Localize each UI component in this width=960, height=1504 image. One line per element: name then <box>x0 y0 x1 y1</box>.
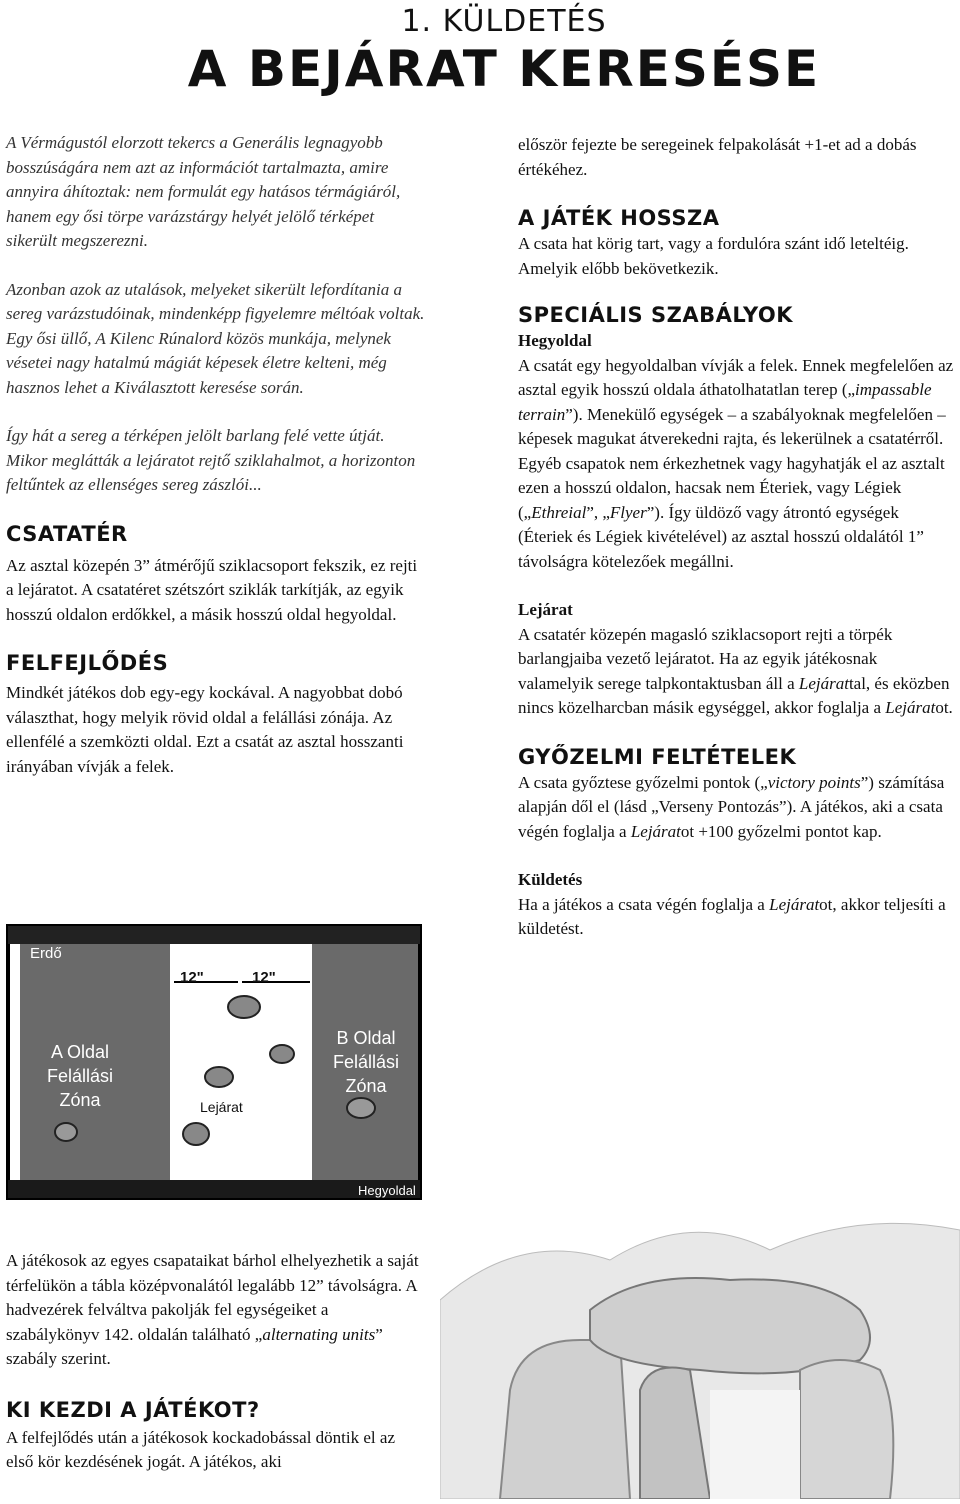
victory-text-1-italic: victory points <box>767 772 861 792</box>
intro-paragraph-3 <box>6 424 426 498</box>
hillside-text <box>518 354 956 575</box>
special-rules-heading: SPECIÁLIS SZABÁLYOK <box>518 303 794 327</box>
battlefield-map <box>6 922 426 1207</box>
zone-a-line-1: A Oldal <box>50 1042 110 1062</box>
who-starts-heading: KI KEZDI A JÁTÉKOT? <box>6 1397 260 1422</box>
placement-text-1: A játékosok az egyes csapataikat bárhol elhelyezhetik a saját térfelükön a tábla középvonalától legalább 12” távolságra. A hadvezérek felváltva pakolják fel egységeiket a szabálykönyv 142. oldalán található „ <box>6 1251 419 1344</box>
hillside-text-2: ”). Menekülő egységek – a szabályoknak megfelelően – képesek magukat átverekedni rajta, és lekerülnek a csatatérről. Egyéb csapatok nem érkezhetnek vagy hagyhatják el az asztalt ezen a hosszú oldalon, hacsak nem Éteriek, vagy Légiek („ <box>518 404 946 522</box>
mission-title: Küldetés <box>518 870 583 889</box>
victory-text-2-italic: Lejárat <box>630 821 681 841</box>
forest-label: Erdő <box>30 945 62 962</box>
entrance-label: Lejárat <box>200 1099 243 1115</box>
mission-text-1: Ha a játékos a csata végén foglalja a <box>518 894 770 914</box>
entrance-text-2: tal, és eközben nincs közelharcban másik egységgel, akkor foglalja a <box>518 673 950 717</box>
victory-conditions-text <box>518 771 956 845</box>
placement-text-2: ” szabály szerint. <box>6 1324 383 1368</box>
entrance-text-2-italic: Lejárat <box>885 698 936 717</box>
victory-text-1: A csata győztese győzelmi pontok („ <box>518 772 768 792</box>
placement-text-italic: alternating units <box>262 1324 376 1344</box>
entrance-text <box>518 623 956 721</box>
deployment-heading: FELFEJLŐDÉS <box>6 651 169 675</box>
game-length-text: A csata hat körig tart, vagy a fordulóra szánt idő leteltéig. Amelyik előbb bekövetkezik. <box>518 234 909 278</box>
zone-a-line-3: Zóna <box>59 1090 101 1110</box>
entrance-text-1: A csatatér közepén magasló sziklacsoport rejti a törpék barlangjaiba vezető lejáratot. Ha az egyik játékosnak valamelyik serege talpkontaktusban áll a <box>518 624 893 693</box>
left-bottom-column <box>6 1249 426 1475</box>
distance-label-right: 12" <box>252 969 276 986</box>
victory-text-3: ot +100 győzelmi pontot kap. <box>680 821 882 841</box>
intro-paragraph-2b: Egy ősi üllő, A Kilenc Rúnalord közös munkája, melynek vésetei nagy hatalmú mágiát képesek életre kelteni, még hasznos lehet a Kiválasztott keresése során. <box>6 328 391 397</box>
hillside-text-1-italic: impassable terrain <box>518 380 932 424</box>
who-starts-text: A felfejlődés után a játékosok kockadobással döntik el az első kör kezdésének jogát. A játékos, aki <box>6 1427 395 1471</box>
rock-drawing <box>440 1190 960 1499</box>
rock-illustration <box>440 1190 960 1499</box>
zone-a-line-2: Felállási <box>46 1066 114 1086</box>
mission-text <box>518 893 956 942</box>
zone-a-label <box>30 1040 130 1112</box>
battlefield-text: Az asztal közepén 3” átmérőjű sziklacsoport fekszik, ez rejti a lejáratot. A csatatéret szétszórt sziklák tarkítják, az egyik hosszú oldalon erdőkkel, a másik hosszú oldal hegyoldal. <box>6 555 418 624</box>
mission-number: 1. KÜLDETÉS <box>401 4 607 39</box>
distance-label-left: 12" <box>180 969 204 986</box>
entrance-title: Lejárat <box>518 600 573 619</box>
victory-conditions-heading: GYŐZELMI FELTÉTELEK <box>518 744 797 769</box>
intro-paragraph-1: A Vérmágustól elorzott tekercs a Generális legnagyobb bosszúságára nem azt az információt tartalmazta, amire annyira áhítoztak: nem formulát egy hatásos térmágiáról, hanem egy ősi törpe varázstárgy helyét jelölő térképet sikerült megszerezni. <box>6 133 401 250</box>
hillside-text-3: ”, „ <box>586 502 610 522</box>
placement-text <box>6 1249 426 1372</box>
intro-paragraph-3b: Mikor meglátták a lejáratot rejtő sziklahalmot, a horizonton feltűntek az ellenséges sereg zászlói... <box>6 450 416 494</box>
hillside-title: Hegyoldal <box>518 331 592 350</box>
hill-label: Hegyoldal <box>358 1183 416 1198</box>
hillside-text-1: A csatát egy hegyoldalban vívják a felek. Ennek megfelelően az asztal egyik hosszú oldala áthatolhatatlan terep („ <box>518 355 954 399</box>
entrance-text-1-italic: Lejárat <box>798 673 849 693</box>
victory-text-2: ”) számítása alapján dől el (lásd „Verseny Pontozás”). A játékos, aki a csata végén foglalja a <box>518 772 945 841</box>
zone-b-line-1: B Oldal <box>336 1028 396 1048</box>
page-title: A BEJÁRAT KERESÉSE <box>187 40 821 98</box>
right-column <box>518 133 956 942</box>
intro-paragraph-2a: Azonban azok az utalások, melyeket sikerült lefordítania a sereg varázstudóinak, mindenképp figyelemre méltóak voltak. <box>6 279 425 323</box>
who-starts-continuation: először fejezte be seregeinek felpakolását +1-et ad a dobás értékéhez. <box>518 135 917 179</box>
mission-text-1-italic: Lejárat <box>769 894 820 914</box>
left-column <box>6 131 426 779</box>
zone-b-line-3: Zóna <box>345 1076 387 1096</box>
hillside-text-2-italic: Ethreial <box>531 502 587 522</box>
hillside-text-3-italic: Flyer <box>609 502 647 522</box>
zone-b-label <box>320 1026 412 1098</box>
mission-text-2: ot, akkor teljesíti a küldetést. <box>518 894 946 938</box>
zone-b-line-2: Felállási <box>332 1052 400 1072</box>
game-length-heading: A JÁTÉK HOSSZA <box>518 206 720 230</box>
battlefield-heading: CSATATÉR <box>6 521 128 546</box>
entrance-text-3: ot. <box>935 698 953 717</box>
intro-paragraph-3a: Így hát a sereg a térképen jelölt barlang felé vette útját. <box>6 426 385 445</box>
hillside-text-4: ”). Így üldöző vagy átrontó egységek (Éteriek és Légiek kivételével) az asztal hosszú oldalától 1” távolságra kötelezőek megállni. <box>518 502 924 571</box>
intro-paragraph-2 <box>6 278 426 401</box>
deployment-text: Mindkét játékos dob egy-egy kockával. A nagyobbat dobó választhat, hogy melyik rövid oldal a felállási zónája. Az ellenfélé a szemközti oldal. Ezt a csatát az asztal hosszanti irányában vívják a felek. <box>6 683 404 776</box>
